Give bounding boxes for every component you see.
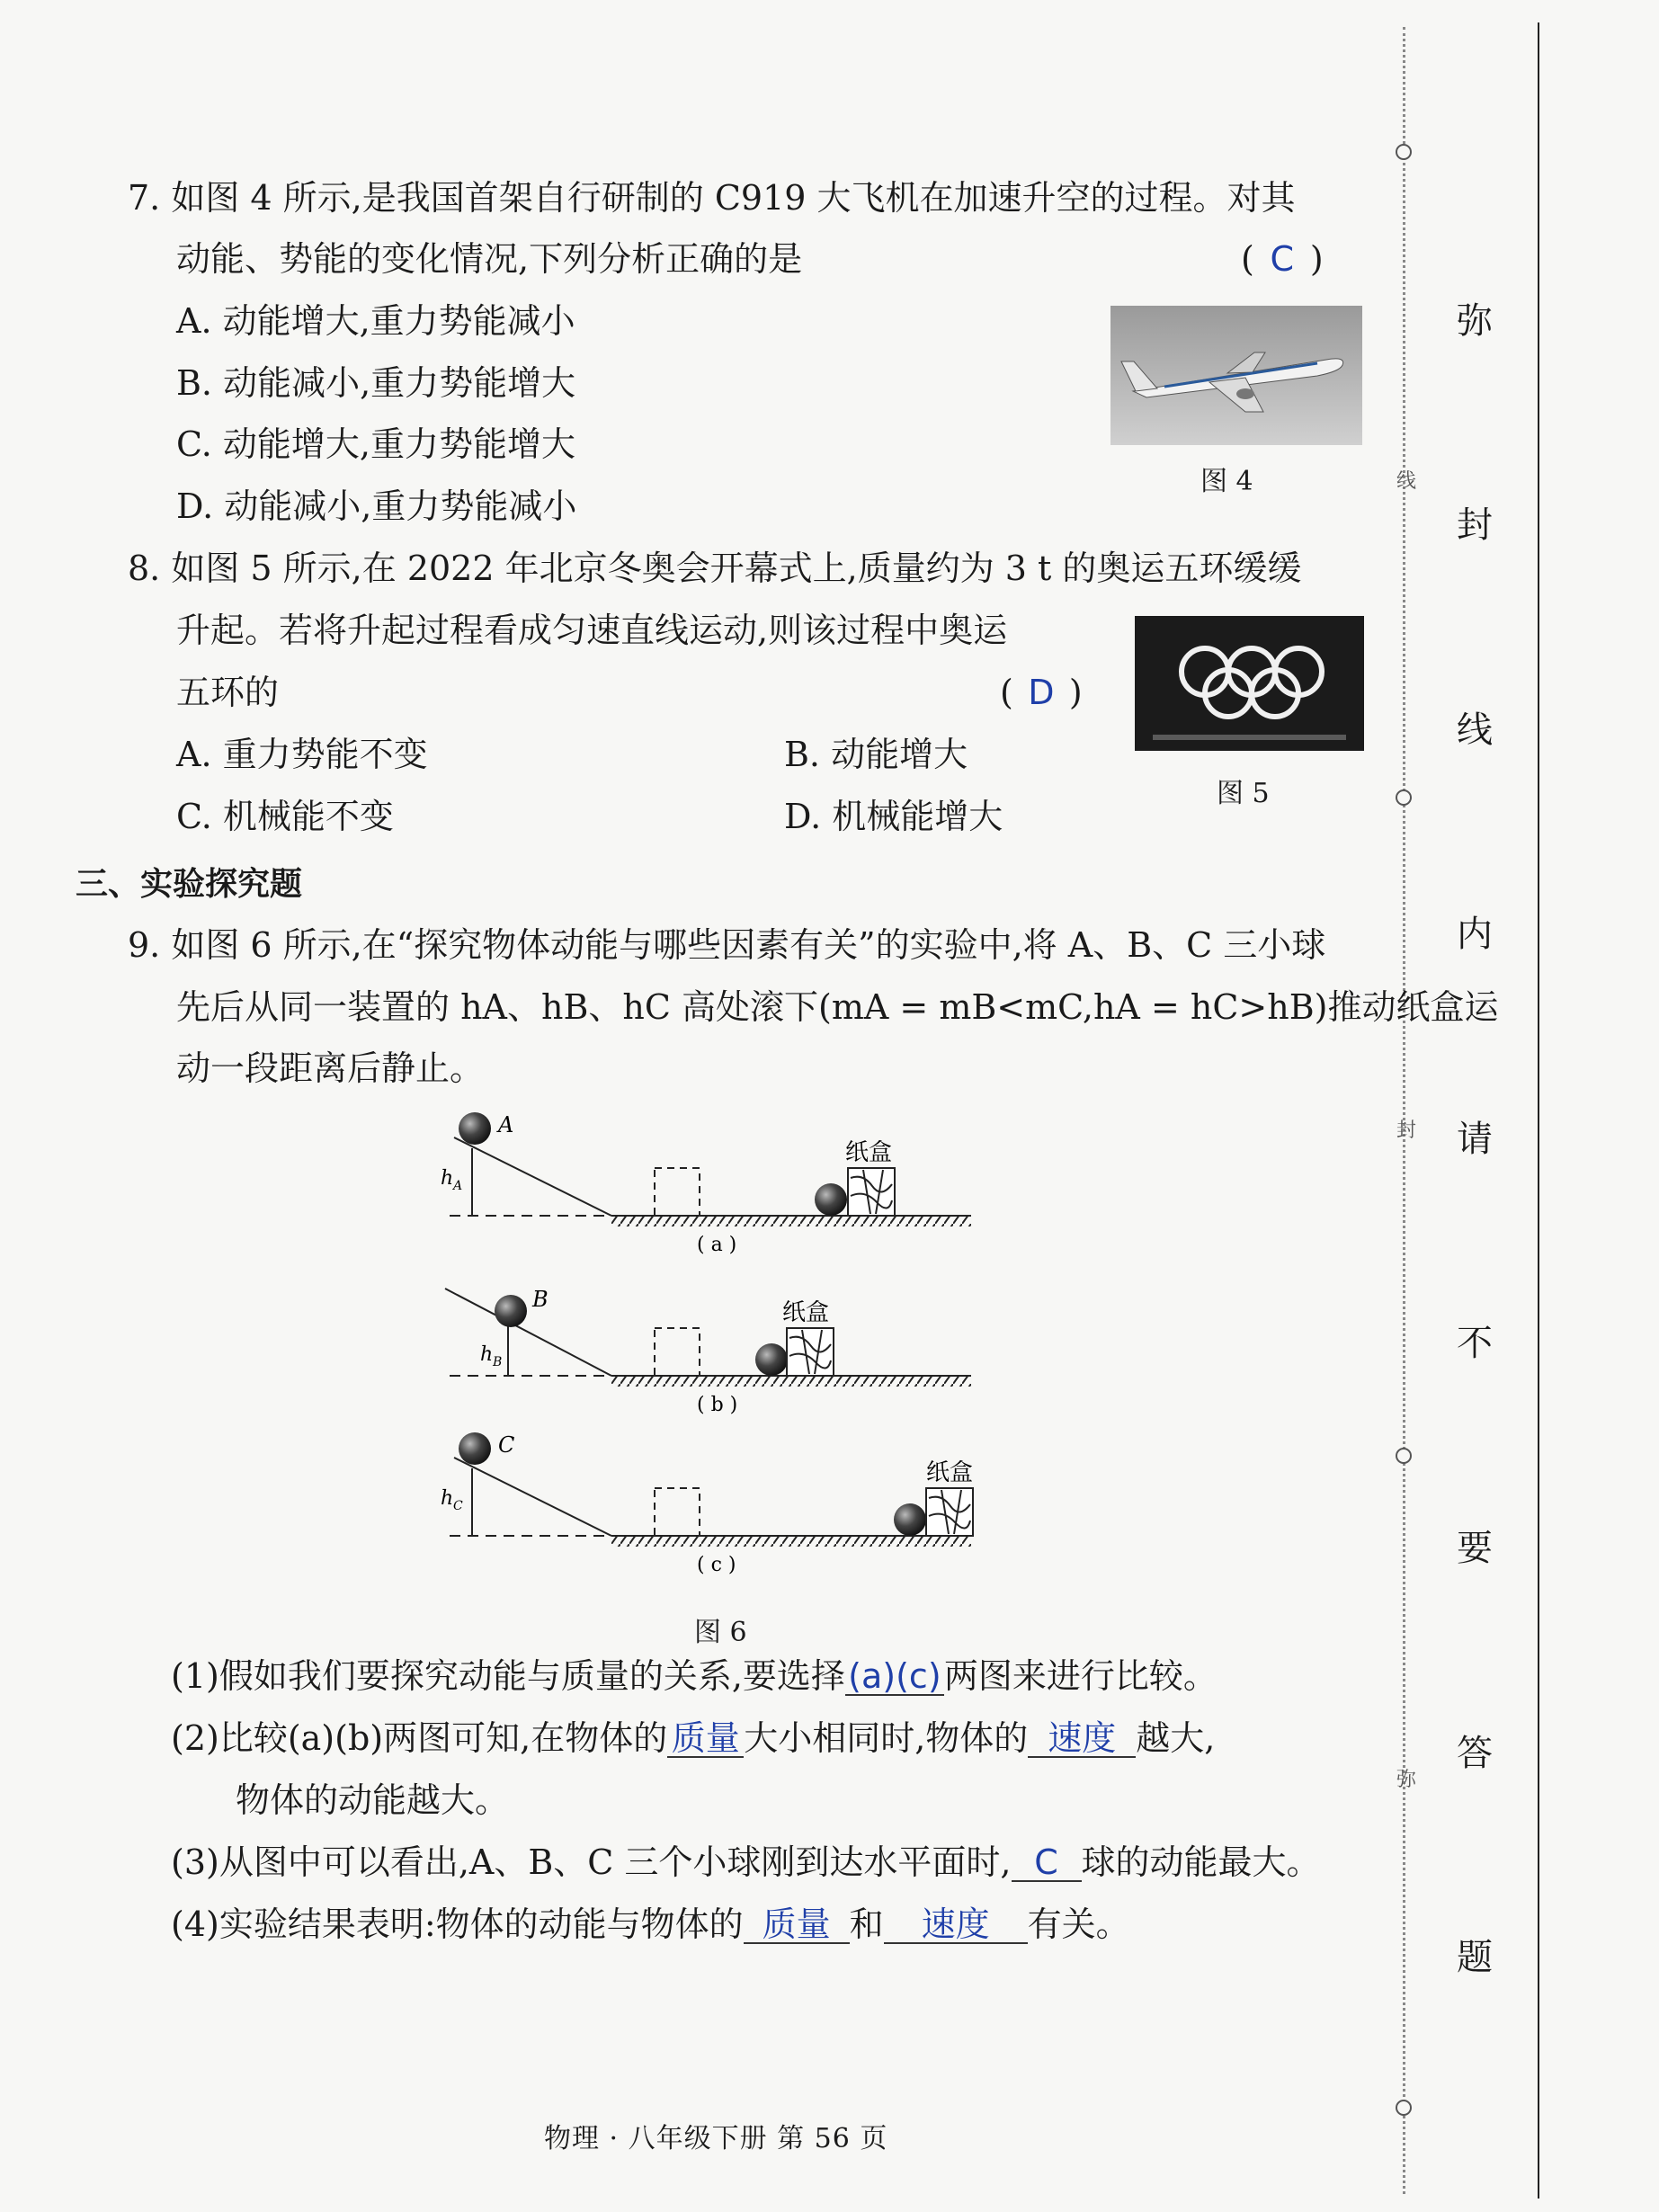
binding-mark: 封 <box>1396 1119 1417 1142</box>
binding-char: 题 <box>1457 1937 1493 1978</box>
q9-sub2-answer1: 质量 <box>667 1720 744 1758</box>
svg-text:( b ): ( b ) <box>697 1394 738 1416</box>
ball-c-label: C <box>498 1432 515 1458</box>
svg-text:纸盒: 纸盒 <box>926 1459 974 1486</box>
svg-text:h: h <box>441 1167 454 1190</box>
figure5-olympic-rings-photo <box>1135 616 1364 751</box>
figure6-panel-b <box>445 1287 971 1416</box>
svg-text:纸盒: 纸盒 <box>782 1299 830 1326</box>
q8-stem-line2: 升起。若将升起过程看成匀速直线运动,则该过程中奥运 <box>176 611 1008 650</box>
figure5-caption: 图 5 <box>1217 778 1270 809</box>
binding-ring <box>1396 2100 1412 2116</box>
q8-option-d: D. 机械能增大 <box>784 797 1003 836</box>
svg-text:B: B <box>493 1355 503 1369</box>
figure6-diagram <box>423 1110 1016 1596</box>
figure6-panel-c <box>441 1432 973 1576</box>
q9-sub2-line2: 物体的动能越大。 <box>236 1780 510 1820</box>
initial-box-position <box>655 1168 700 1216</box>
q7-option-d: D. 动能减小,重力势能减小 <box>176 486 577 526</box>
ball-c <box>459 1432 491 1465</box>
binding-ring <box>1396 144 1412 160</box>
q9-sub3: (3)从图中可以看出,A、B、C 三个小球刚到达水平面时, C 球的动能最大。 <box>171 1842 1321 1882</box>
binding-char: 答 <box>1457 1733 1493 1774</box>
q7-option-a: A. 动能增大,重力势能减小 <box>176 301 575 341</box>
q8-option-b: B. 动能增大 <box>784 735 968 774</box>
svg-text:h: h <box>441 1487 454 1510</box>
q8-answer-paren: ( D ) <box>1000 673 1083 712</box>
svg-text:A: A <box>453 1179 463 1193</box>
binding-solid-line <box>1538 22 1539 2199</box>
q9-stem-line2: 先后从同一装置的 hA、hB、hC 高处滚下(mA = mB<mC,hA = hC>hB)推动纸盒运 <box>176 987 1499 1027</box>
q9-sub2-answer2: 速度 <box>1028 1720 1136 1758</box>
q9-stem-line1: 9. 如图 6 所示,在“探究物体动能与哪些因素有关”的实验中,将 A、B、C 三小球 <box>128 925 1326 965</box>
binding-char: 弥 <box>1457 300 1493 342</box>
ball-b-label: B <box>532 1287 549 1312</box>
binding-mark: 线 <box>1396 470 1417 493</box>
binding-char: 封 <box>1457 504 1493 546</box>
q8-stem-line3: 五环的 <box>176 673 280 712</box>
q9-stem-line3: 动一段距离后静止。 <box>176 1048 485 1088</box>
binding-char: 要 <box>1457 1528 1493 1569</box>
figure4-caption: 图 4 <box>1200 466 1253 497</box>
ball-a-label: A <box>498 1112 514 1137</box>
binding-char: 内 <box>1457 914 1493 955</box>
binding-char: 线 <box>1457 709 1493 751</box>
figure6-panel-a <box>441 1112 971 1256</box>
svg-text:C: C <box>453 1499 463 1513</box>
paper-box-label: 纸盒 <box>845 1139 893 1166</box>
q8-option-c: C. 机械能不变 <box>176 797 394 836</box>
q7-stem-line1: 7. 如图 4 所示,是我国首架自行研制的 C919 大飞机在加速升空的过程。对其 <box>128 178 1296 218</box>
svg-text:h: h <box>480 1343 494 1366</box>
q9-sub4-answer2: 速度 <box>884 1906 1028 1944</box>
binding-char: 不 <box>1457 1323 1493 1364</box>
q8-stem-line1: 8. 如图 5 所示,在 2022 年北京冬奥会开幕式上,质量约为 3 t 的奥运五环缓缓 <box>128 549 1302 588</box>
figure6-caption: 图 6 <box>694 1617 747 1648</box>
binding-ring <box>1396 789 1412 806</box>
q7-option-c: C. 动能增大,重力势能增大 <box>176 424 575 464</box>
q7-option-b: B. 动能减小,重力势能增大 <box>176 363 576 403</box>
q9-sub2: (2)比较(a)(b)两图可知,在物体的 质量 大小相同时,物体的 速度 越大, <box>171 1718 1216 1758</box>
ball-b <box>495 1295 527 1327</box>
binding-dotted-line <box>1403 27 1405 2194</box>
binding-mark: 弥 <box>1396 1769 1417 1791</box>
svg-text:( c ): ( c ) <box>697 1554 736 1576</box>
q8-answer: D <box>1028 673 1055 712</box>
binding-ring <box>1396 1448 1412 1464</box>
q9-sub1: (1)假如我们要探究动能与质量的关系,要选择(a)(c)两图来进行比较。 <box>171 1656 1217 1696</box>
q7-answer: C <box>1270 239 1295 279</box>
ball-a <box>459 1112 491 1145</box>
svg-text:( a ): ( a ) <box>697 1234 737 1256</box>
q9-sub4-answer1: 质量 <box>744 1906 850 1944</box>
figure4-airplane-photo <box>1110 306 1362 445</box>
q9-sub3-answer: C <box>1012 1844 1082 1882</box>
q7-stem-line2: 动能、势能的变化情况,下列分析正确的是 <box>176 239 803 279</box>
q9-sub4: (4)实验结果表明:物体的动能与物体的 质量 和 速度 有关。 <box>171 1904 1130 1944</box>
q7-answer-paren: ( C ) <box>1241 239 1324 279</box>
q8-option-a: A. 重力势能不变 <box>176 735 428 774</box>
binding-char: 请 <box>1457 1119 1493 1160</box>
section-title: 三、实验探究题 <box>76 866 303 903</box>
q9-sub1-answer: (a)(c) <box>845 1658 944 1696</box>
page-footer: 物理 · 八年级下册 第 56 页 <box>544 2123 888 2154</box>
